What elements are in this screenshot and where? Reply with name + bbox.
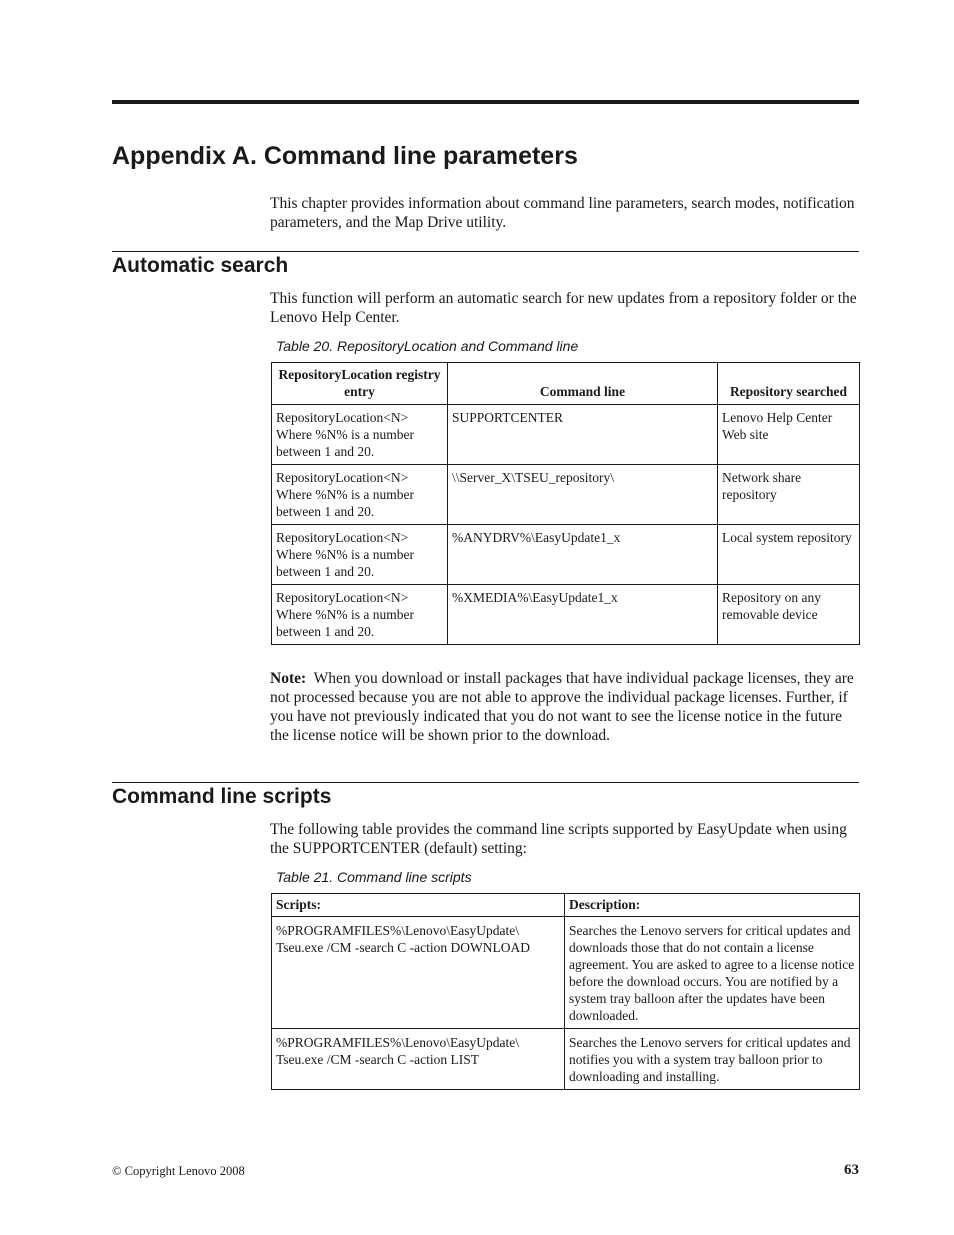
note-label: Note:	[270, 670, 307, 687]
chapter-title: Appendix A. Command line parameters	[112, 142, 578, 170]
column-header-description: Description:	[565, 894, 860, 917]
table-row	[272, 585, 860, 645]
table-row	[272, 405, 860, 465]
description-cell: Searches the Lenovo servers for critical updates and notifies you with a system tray balloon prior to downloading and installing.	[565, 1029, 860, 1090]
table-row	[272, 1029, 860, 1090]
column-header-repository-searched: Repository searched	[718, 363, 860, 405]
script-cell: %PROGRAMFILES%\Lenovo\EasyUpdate\ Tseu.exe /CM -search C -action LIST	[272, 1029, 565, 1090]
section-title-command-line-scripts: Command line scripts	[112, 785, 332, 808]
command-line-cell: %ANYDRV%\EasyUpdate1_x	[448, 525, 718, 585]
top-rule	[112, 100, 859, 104]
column-header-scripts: Scripts:	[272, 894, 565, 917]
command-line-cell: %XMEDIA%\EasyUpdate1_x	[448, 585, 718, 645]
table-header-row	[272, 894, 860, 917]
section-rule-automatic-search	[112, 251, 859, 252]
registry-entry-cell: RepositoryLocation<N> Where %N% is a number between 1 and 20.	[272, 525, 448, 585]
intro-paragraph: This chapter provides information about command line parameters, search modes, notification parameters, and the Map Drive utility.	[270, 195, 855, 231]
table-row	[272, 465, 860, 525]
table-21-caption: Table 21. Command line scripts	[276, 869, 472, 885]
command-line-cell: \\Server_X\TSEU_repository\	[448, 465, 718, 525]
column-header-command-line: Command line	[448, 363, 718, 405]
description-cell: Searches the Lenovo servers for critical updates and downloads those that do not contain a license agreement. You are asked to agree to a license notice before the download occurs. You are notified by a system tray balloon after the updates have been downloaded.	[565, 917, 860, 1029]
repository-searched-cell: Repository on any removable device	[718, 585, 860, 645]
command-line-scripts-paragraph: The following table provides the command line scripts supported by EasyUpdate when using the SUPPORTCENTER (default) setting:	[270, 821, 847, 857]
script-cell: %PROGRAMFILES%\Lenovo\EasyUpdate\ Tseu.exe /CM -search C -action DOWNLOAD	[272, 917, 565, 1029]
note-paragraph	[270, 669, 860, 745]
section-title-automatic-search: Automatic search	[112, 254, 289, 277]
command-line-scripts-table	[271, 893, 860, 1090]
footer-copyright: © Copyright Lenovo 2008	[112, 1164, 245, 1178]
registry-entry-cell: RepositoryLocation<N> Where %N% is a number between 1 and 20.	[272, 465, 448, 525]
page-number: 63	[844, 1162, 859, 1178]
repository-location-table	[271, 362, 860, 645]
table-row	[272, 525, 860, 585]
column-header-registry-entry: RepositoryLocation registry entry	[272, 363, 448, 405]
table-row	[272, 917, 860, 1029]
automatic-search-paragraph: This function will perform an automatic search for new updates from a repository folder or the Lenovo Help Center.	[270, 290, 857, 326]
note-text: When you download or install packages that have individual package licenses, they are not processed because you are not able to approve the individual package licenses. Further, if you have not previously indicated that you do not want to see the license notice in the future the license notice will be shown prior to the download.	[270, 670, 854, 744]
repository-searched-cell: Local system repository	[718, 525, 860, 585]
repository-searched-cell: Lenovo Help Center Web site	[718, 405, 860, 465]
command-line-cell: SUPPORTCENTER	[448, 405, 718, 465]
table-header-row	[272, 363, 860, 405]
section-rule-command-line-scripts	[112, 782, 859, 783]
repository-searched-cell: Network share repository	[718, 465, 860, 525]
registry-entry-cell: RepositoryLocation<N> Where %N% is a number between 1 and 20.	[272, 405, 448, 465]
table-20-caption: Table 20. RepositoryLocation and Command line	[276, 338, 579, 354]
registry-entry-cell: RepositoryLocation<N> Where %N% is a number between 1 and 20.	[272, 585, 448, 645]
